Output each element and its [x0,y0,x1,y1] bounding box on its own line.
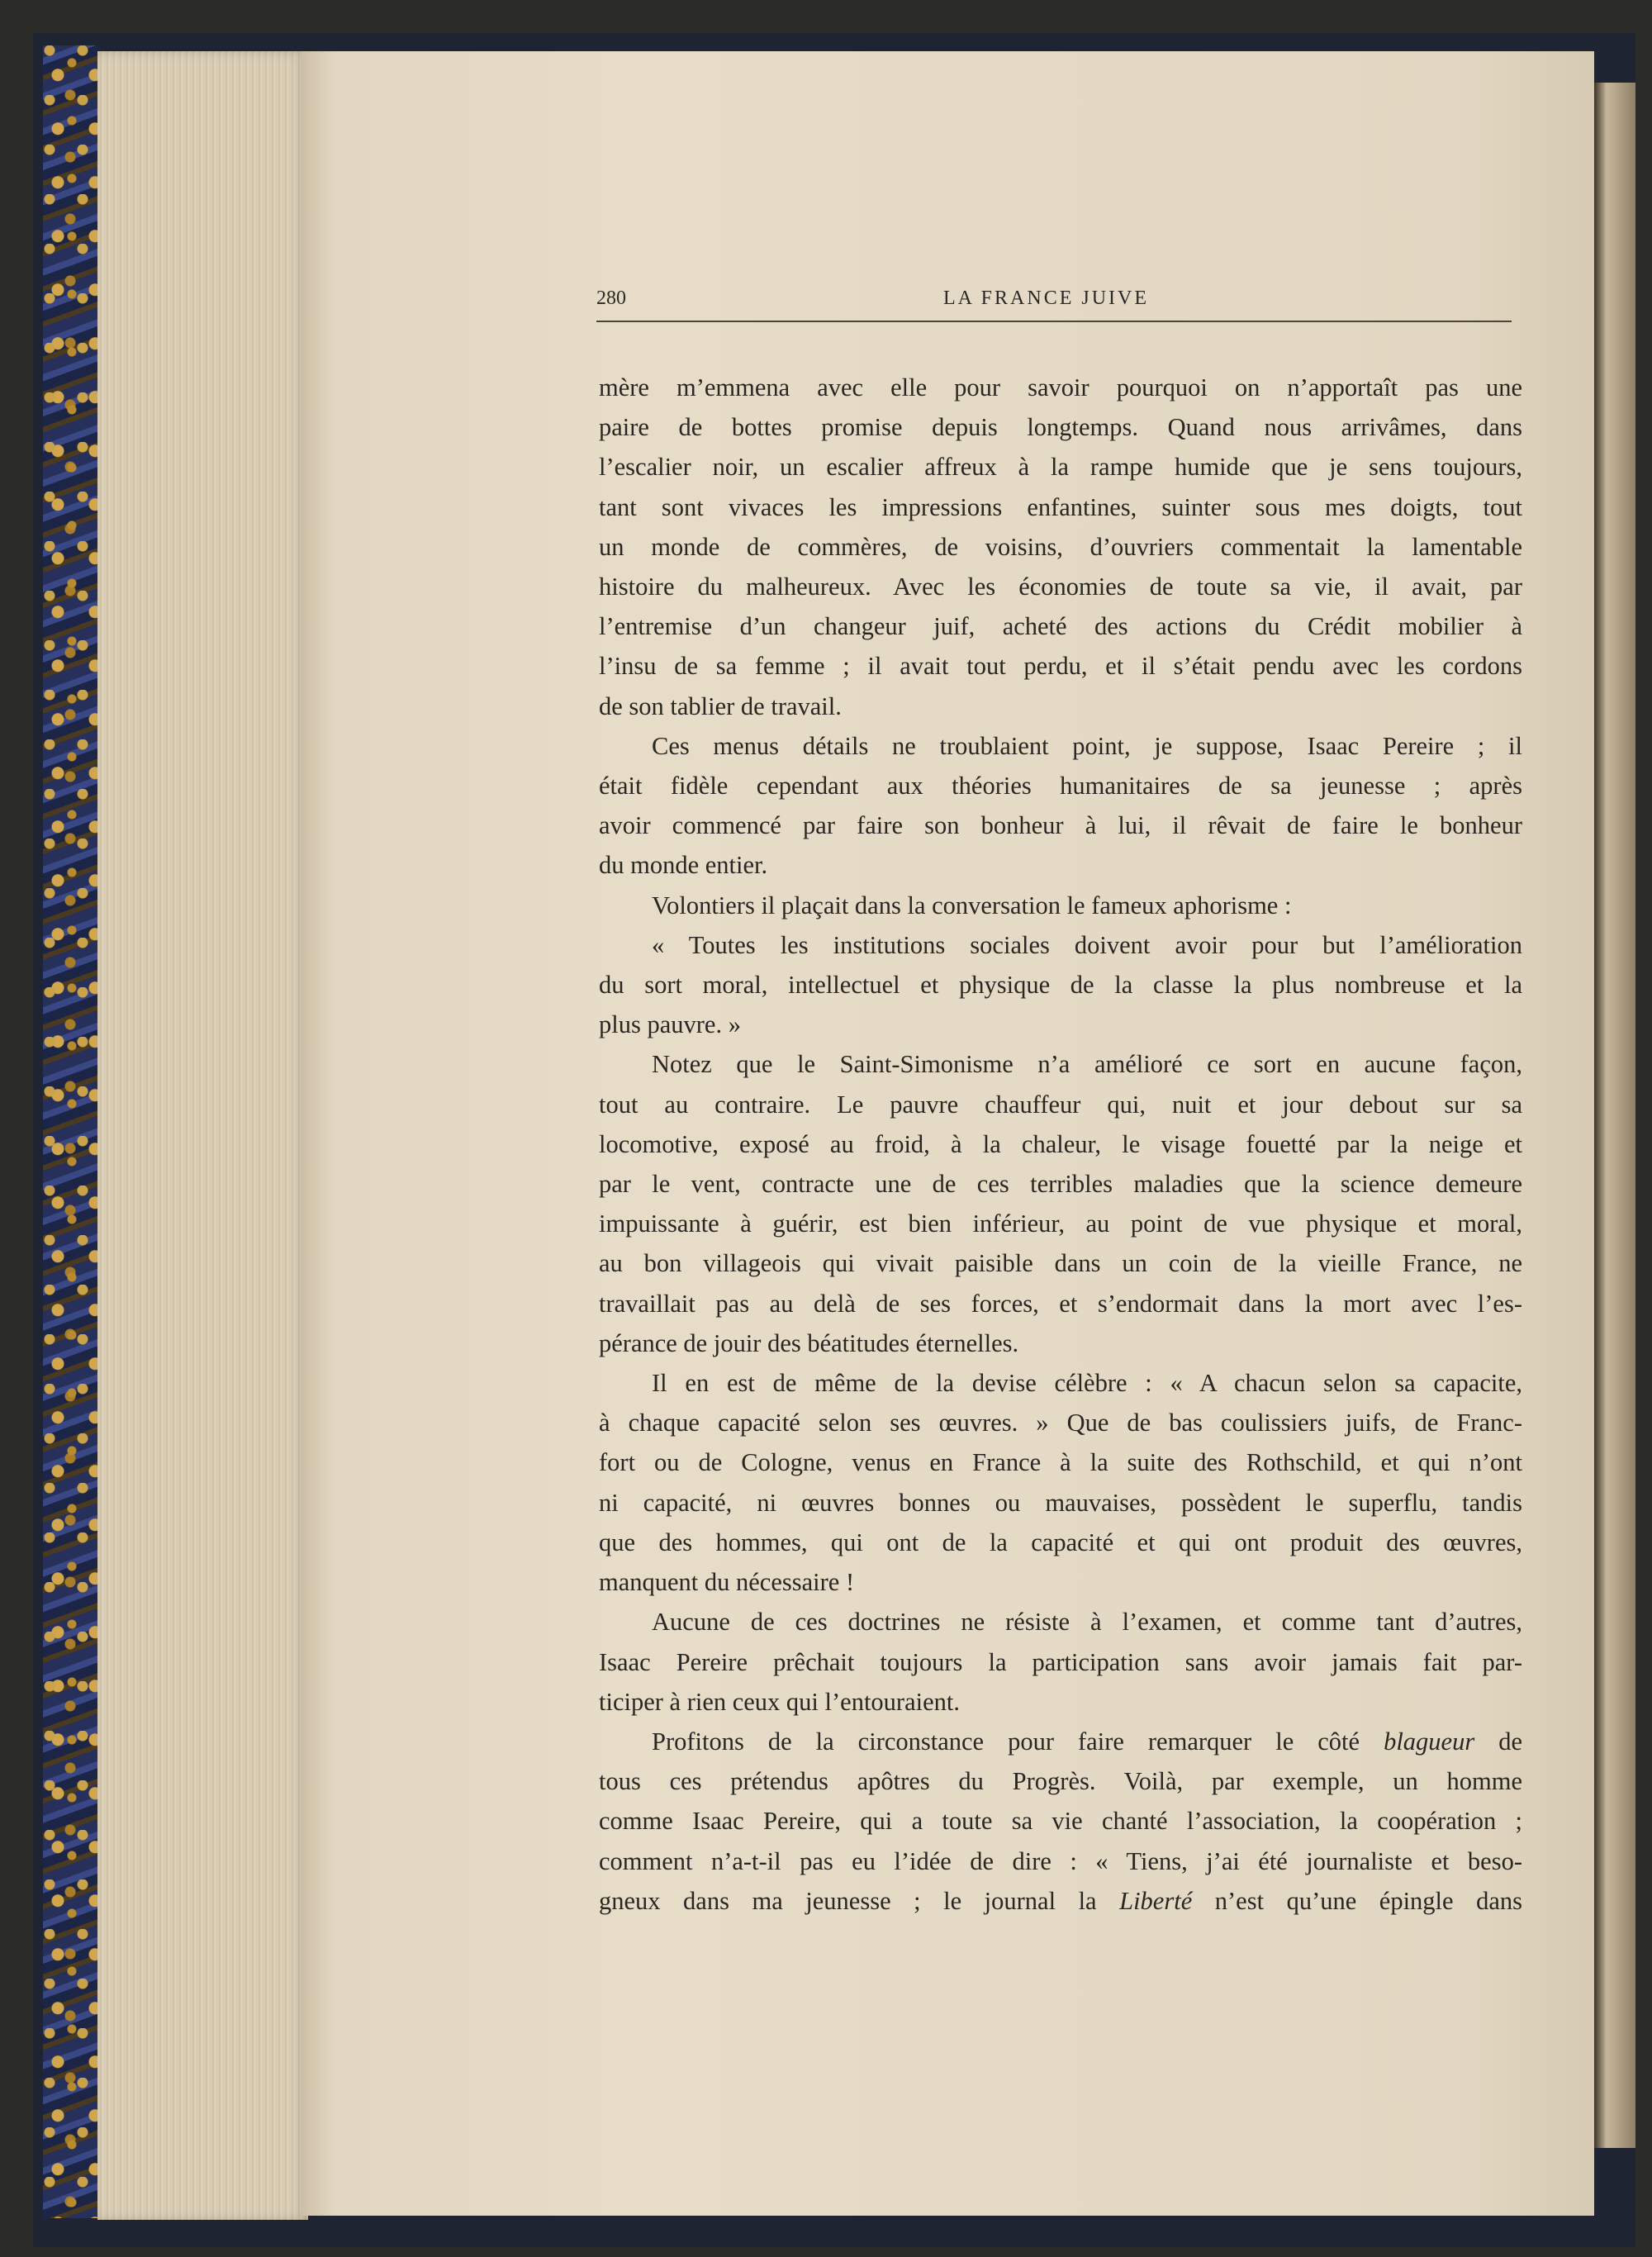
text-line [599,1722,1522,1761]
text-line: ticiper à rien ceux qui l’entouraient. [599,1687,960,1716]
text-line: Ces menus détails ne troublaient point, je suppose, Isaac Pereire ; il [652,731,1522,760]
text-line: tous ces prétendus apôtres du Progrès. Voilà, par exemple, un homme [599,1767,1522,1796]
text-span: n’est qu’une épingle dans [1214,1886,1523,1915]
text-line: de son tablier de travail. [599,691,842,720]
text-line [599,1881,1522,1921]
text-line: pérance de jouir des béatitudes éternelles. [599,1328,1019,1357]
text-line: du sort moral, intellectuel et physique de la classe la plus nombreuse et la [599,971,1522,1000]
text-line: ni capacité, ni œuvres bonnes ou mauvaises, possèdent le superflu, tandis [599,1488,1522,1517]
text-line: l’insu de sa femme ; il avait tout perdu, et il s’était pendu avec les cordons [599,652,1522,681]
text-line: un monde de commères, de voisins, d’ouvriers commentait la lamentable [599,532,1522,561]
text-line: paire de bottes promise depuis longtemps. Quand nous arrivâmes, dans [599,413,1522,442]
text-line: Aucune de ces doctrines ne résiste à l’examen, et comme tant d’autres, [652,1608,1522,1637]
text-line: plus pauvre. » [599,1010,741,1039]
text-line: tout au contraire. Le pauvre chauffeur qui, nuit et jour debout sur sa [599,1090,1522,1119]
text-line: manquent du nécessaire ! [599,1568,855,1597]
italic-word: Liberté [1119,1886,1193,1915]
text-line: impuissante à guérir, est bien inférieur, au point de vue physique et moral, [599,1209,1522,1238]
text-line: fort ou de Cologne, venus en France à la suite des Rothschild, et qui n’ont [599,1448,1522,1477]
text-line: était fidèle cependant aux théories humanitaires de sa jeunesse ; après [599,772,1522,801]
text-line: histoire du malheureux. Avec les économies de toute sa vie, il avait, par [599,573,1522,601]
text-line: Volontiers il plaçait dans la conversation le fameux aphorisme : [652,891,1292,919]
text-line: Notez que le Saint-Simonisme n’a amélioré ce sort en aucune façon, [652,1050,1522,1079]
body-text [599,368,1522,1921]
page-number: 280 [596,287,626,309]
text-line: travaillait pas au delà de ses forces, et s’endormait dans la mort avec l’es- [599,1289,1522,1318]
page-header [596,287,1512,322]
text-line: avoir commencé par faire son bonheur à lui, il rêvait de faire le bonheur [599,811,1522,840]
page-edges [97,51,308,2220]
marbled-edge [43,45,101,2218]
text-line: locomotive, exposé au froid, à la chaleur, le visage fouetté par la neige et [599,1129,1522,1158]
text-line: du monde entier. [599,851,768,880]
text-line: l’entremise d’un changeur juif, acheté des actions du Crédit mobilier à [599,612,1522,641]
text-line: à chaque capacité selon ses œuvres. » Que de bas coulissiers juifs, de Franc- [599,1409,1522,1437]
text-line: au bon villageois qui vivait paisible dans un coin de la vieille France, ne [599,1249,1522,1278]
text-line: Isaac Pereire prêchait toujours la participation sans avoir jamais fait par- [599,1647,1522,1676]
text-line: comment n’a-t-il pas eu l’idée de dire : « Tiens, j’ai été journaliste et beso- [599,1846,1522,1875]
text-line: que des hommes, qui ont de la capacité et qui ont produit des œuvres, [599,1528,1522,1556]
text-line: l’escalier noir, un escalier affreux à la rampe humide que je sens toujours, [599,453,1522,482]
text-span: de [1498,1727,1523,1756]
text-span: gneux dans ma jeunesse ; le journal la [599,1886,1097,1915]
text-span: Profitons de la circonstance pour faire remarquer le côté [652,1727,1360,1756]
text-line: tant sont vivaces les impressions enfantines, suinter sous mes doigts, tout [599,492,1522,521]
text-line: Il en est de même de la devise célèbre : « A chacun selon sa capacite, [652,1369,1522,1398]
text-line: par le vent, contracte une de ces terribles maladies que la science demeure [599,1170,1522,1199]
text-line: mère m’emmena avec elle pour savoir pourquoi on n’apportaît pas une [599,373,1522,402]
running-title: LA FRANCE JUIVE [943,287,1150,309]
italic-word: blagueur [1384,1727,1475,1756]
facing-page-edge [1594,83,1635,2148]
text-line: « Toutes les institutions sociales doivent avoir pour but l’amélioration [652,930,1522,959]
text-line: comme Isaac Pereire, qui a toute sa vie chanté l’association, la coopération ; [599,1807,1522,1836]
